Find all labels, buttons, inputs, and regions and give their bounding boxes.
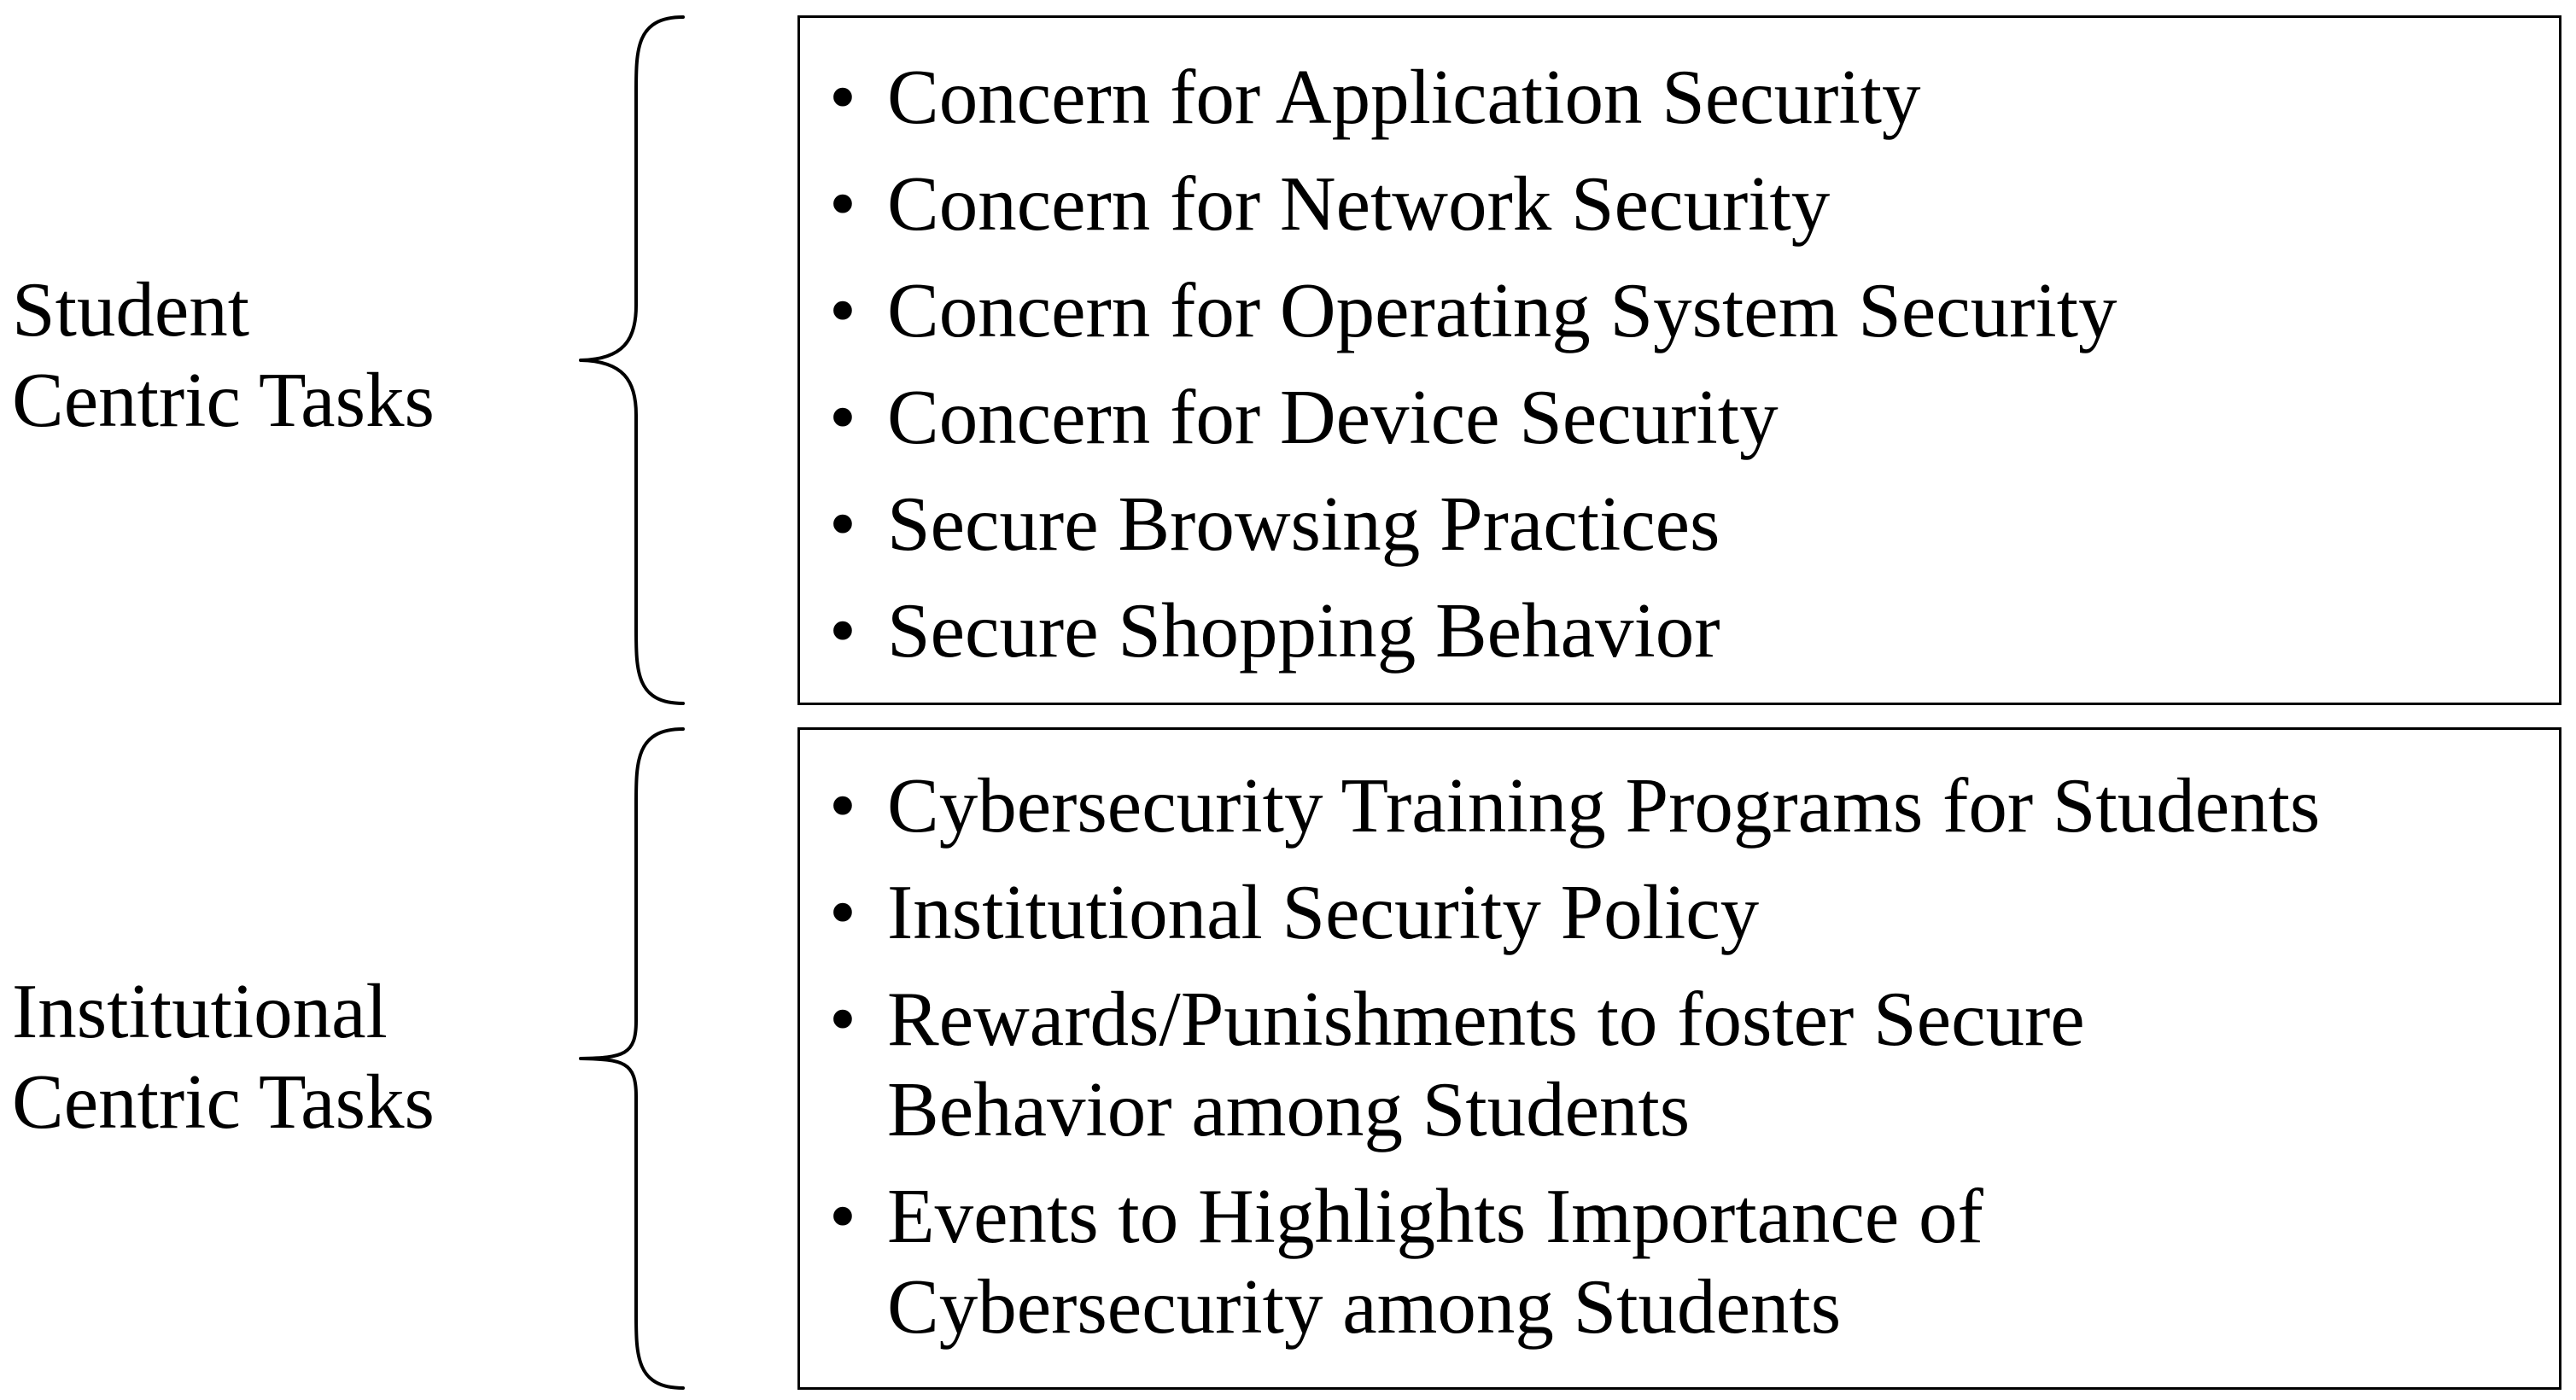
task-text: Concern for Operating System Security bbox=[887, 267, 2117, 353]
task-item bbox=[800, 586, 2559, 676]
task-text: Events to Highlights Importance of bbox=[887, 1173, 1983, 1259]
task-item bbox=[800, 761, 2559, 851]
task-item bbox=[800, 52, 2559, 143]
bullet: • bbox=[829, 54, 856, 140]
institutional-brace bbox=[598, 727, 751, 1390]
bullet: • bbox=[829, 976, 856, 1062]
label-line: Centric Tasks bbox=[12, 357, 435, 443]
task-item bbox=[800, 974, 2559, 1155]
task-text: Institutional Security Policy bbox=[887, 869, 1760, 955]
institutional-task-list bbox=[800, 761, 2559, 1368]
task-item bbox=[800, 1171, 2559, 1352]
bullet: • bbox=[829, 481, 856, 567]
task-item bbox=[800, 867, 2559, 958]
task-text: Concern for Application Security bbox=[887, 54, 1921, 140]
institutional-centric-label bbox=[12, 966, 435, 1147]
bullet: • bbox=[829, 374, 856, 460]
task-text: Concern for Network Security bbox=[887, 160, 1831, 247]
student-centric-label bbox=[12, 265, 435, 446]
task-text: Rewards/Punishments to foster Secure bbox=[887, 976, 2085, 1062]
bullet: • bbox=[829, 267, 856, 353]
task-text: Concern for Device Security bbox=[887, 374, 1779, 460]
label-line: Centric Tasks bbox=[12, 1059, 435, 1145]
task-item bbox=[800, 372, 2559, 463]
label-line: Student bbox=[12, 266, 250, 353]
label-line: Institutional bbox=[12, 968, 388, 1054]
institutional-tasks-box bbox=[797, 727, 2561, 1390]
task-text: Secure Shopping Behavior bbox=[887, 587, 1720, 674]
bullet: • bbox=[829, 160, 856, 247]
task-text: Secure Browsing Practices bbox=[887, 481, 1720, 567]
student-task-list bbox=[800, 52, 2559, 692]
task-item bbox=[800, 479, 2559, 569]
task-text-continued: Behavior among Students bbox=[887, 1066, 1691, 1152]
bullet: • bbox=[829, 1173, 856, 1259]
student-tasks-box bbox=[797, 15, 2561, 705]
bullet: • bbox=[829, 762, 856, 849]
task-item bbox=[800, 265, 2559, 356]
bullet: • bbox=[829, 587, 856, 674]
task-text-continued: Cybersecurity among Students bbox=[887, 1263, 1842, 1350]
task-text: Cybersecurity Training Programs for Students bbox=[887, 762, 2321, 849]
bullet: • bbox=[829, 869, 856, 955]
task-item bbox=[800, 159, 2559, 249]
student-brace bbox=[598, 15, 751, 705]
